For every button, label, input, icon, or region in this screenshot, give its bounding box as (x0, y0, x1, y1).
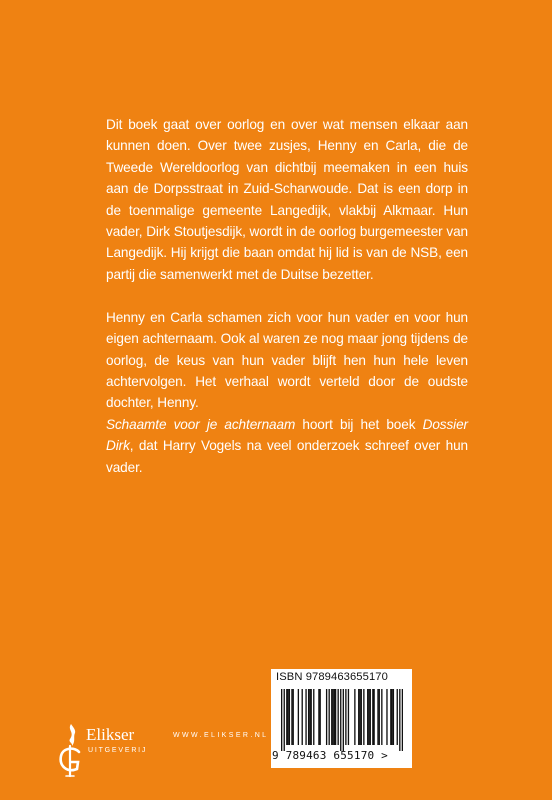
blurb-paragraph-2-end: , dat Harry Vogels na veel onderzoek schreef over hun vader. (106, 438, 468, 475)
barcode-bar (335, 689, 336, 745)
barcode-bar (370, 689, 371, 745)
barcode-bar (397, 689, 398, 745)
flame-g-logo-icon (55, 722, 87, 778)
barcode-bar (308, 689, 309, 745)
barcode-bar (390, 689, 391, 745)
book-title-italic: Schaamte voor je achternaam (106, 416, 296, 432)
barcode-bar (361, 689, 362, 745)
barcode-bar (386, 689, 387, 745)
barcode-bar (377, 689, 378, 745)
barcode-bar (289, 689, 290, 745)
isbn-label: ISBN 9789463655170 (276, 671, 388, 683)
barcode-bar (318, 689, 319, 745)
barcode-bar (381, 689, 382, 745)
barcode-bar (298, 689, 299, 745)
barcode-bar (372, 689, 373, 745)
publisher-logo (55, 722, 175, 778)
barcode-bar (338, 689, 339, 745)
barcode-bar (399, 689, 400, 751)
publisher-subtitle: UITGEVERIJ (88, 747, 148, 754)
barcode-bar (343, 689, 344, 751)
barcode-icon (281, 689, 403, 751)
barcode-bar (373, 689, 374, 745)
barcode-bar (305, 689, 306, 745)
barcode-bar (284, 689, 285, 751)
barcode-bar (287, 689, 288, 745)
barcode-bar (329, 689, 330, 745)
barcode-bar (311, 689, 312, 745)
blurb-paragraph-2 (106, 307, 468, 478)
barcode-bar (313, 689, 314, 745)
blurb-paragraph-2-mid: hoort bij het boek (295, 416, 423, 432)
barcode-bar (393, 689, 394, 745)
blurb-paragraph-1: Dit boek gaat over oorlog en over wat mensen elkaar aan kunnen doen. Over twee zusjes, Henny en Carla, die de Tweede Wereldoorlog van dichtbij meemaken in een huis aan de Dorpsstraat in Zuid-Scharwoude. Dat is een dorp in de toenmalige gemeente Langedijk, vlakbij Alkmaar. Hun vader, Dirk Stoutjesdijk, wordt in de oorlog burgemeester van Langedijk. Hij krijgt die baan omdat hij lid is van de NSB, een partij die samenwerkt met de Duitse bezetter. (106, 117, 468, 282)
barcode-bar (326, 689, 327, 745)
barcode-digits: 9 789463 655170 > (272, 749, 388, 762)
barcode-bar (302, 689, 303, 745)
isbn-barcode-box (271, 669, 412, 768)
barcode-bar (359, 689, 360, 745)
related-book-title-italic: Dossier Dirk (106, 416, 468, 454)
barcode-bar (363, 689, 364, 745)
barcode-bar (402, 689, 403, 751)
barcode-bar (291, 689, 292, 745)
barcode-bar (354, 689, 355, 745)
barcode-bar (368, 689, 369, 745)
barcode-bar (367, 689, 368, 745)
barcode-bar (379, 689, 380, 745)
barcode-bar (286, 689, 287, 745)
barcode-bar (345, 689, 346, 745)
barcode-bar (331, 689, 332, 745)
barcode-bar (309, 689, 310, 745)
barcode-bar (358, 689, 359, 745)
barcode-bar (320, 689, 321, 745)
barcode-bar (281, 689, 282, 751)
back-cover-blurb (106, 114, 468, 478)
barcode-bar (348, 689, 349, 745)
blurb-paragraph-2-main: Henny en Carla schamen zich voor hun vader en voor hun eigen achternaam. Ook al waren ze nog maar jong tijdens de oorlog, de keus van hun vader blijft hen hun hele leven achtervolgen. Het verhaal wordt verteld door de oudste dochter, Henny. (106, 309, 468, 411)
barcode-bar (391, 689, 392, 745)
barcode-bar (340, 689, 341, 751)
publisher-website: WWW.ELIKSER.NL (173, 732, 269, 739)
publisher-name: Elikser (86, 725, 135, 744)
barcode-bar (334, 689, 335, 745)
barcode-bar (332, 689, 333, 745)
barcode-bar (293, 689, 294, 745)
